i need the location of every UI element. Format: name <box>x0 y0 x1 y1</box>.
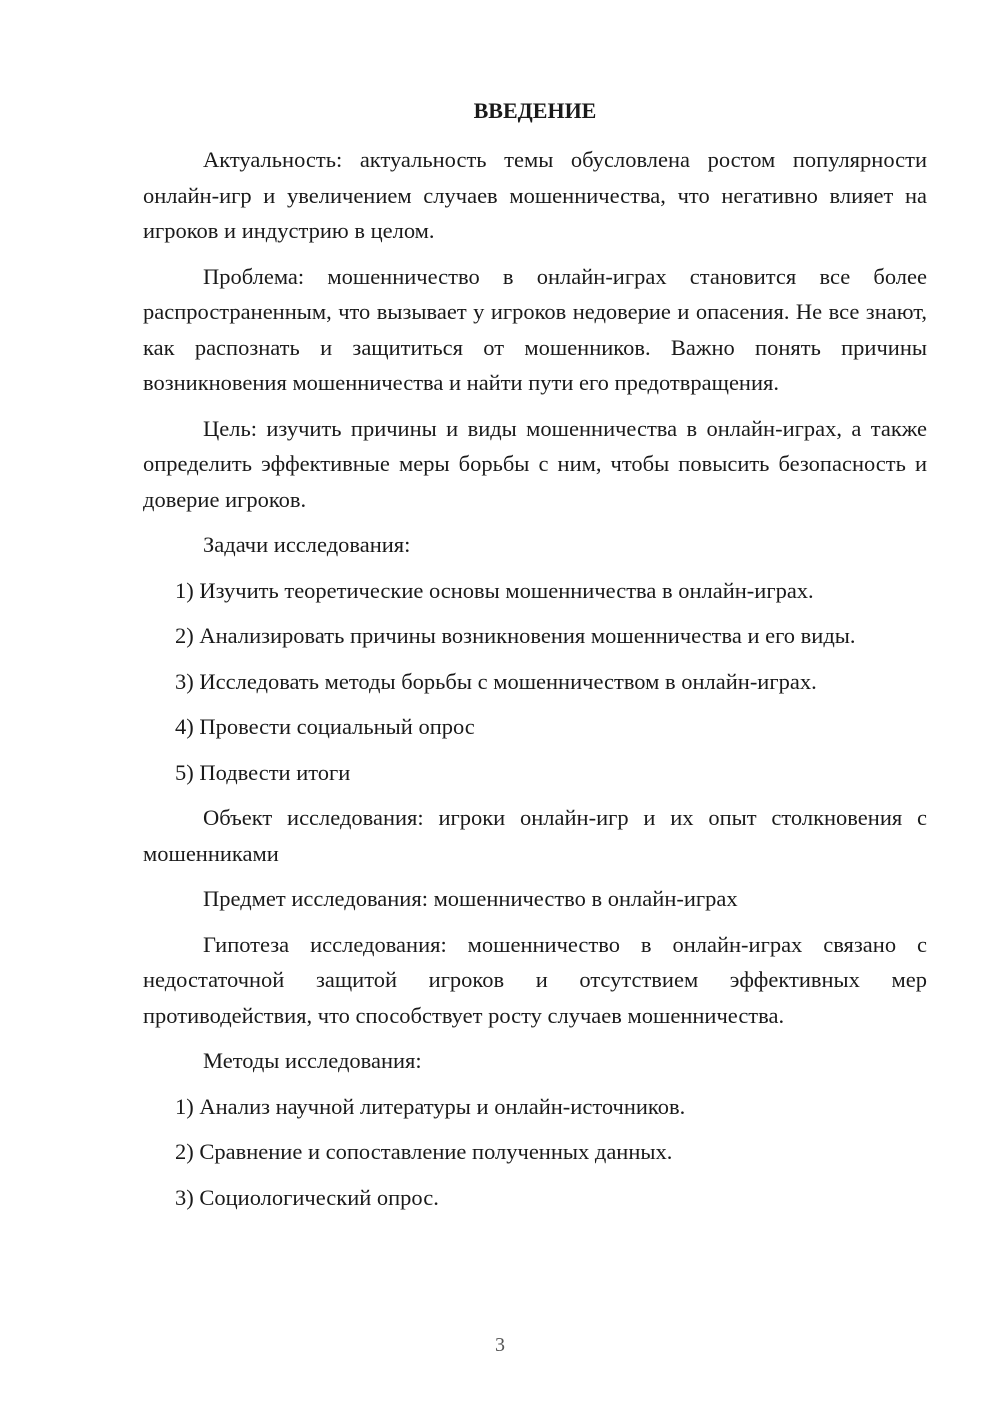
list-item: 3) Социологический опрос. <box>175 1184 439 1210</box>
paragraph-object: Объект исследования: игроки онлайн-игр и их опыт столкновения с мошенниками <box>143 805 927 866</box>
list-item: 1) Изучить теоретические основы мошенничества в онлайн-играх. <box>175 577 814 603</box>
paragraph-relevance: Актуальность: актуальность темы обусловлена ростом популярности онлайн-игр и увеличением случаев мошенничества, что негативно влияет на игроков и индустрию в целом. <box>143 147 927 243</box>
page-number: 3 <box>495 1334 505 1356</box>
tasks-title: Задачи исследования: <box>203 532 411 557</box>
list-item: 3) Исследовать методы борьбы с мошенничеством в онлайн-играх. <box>175 668 817 694</box>
list-item: 4) Провести социальный опрос <box>175 714 475 739</box>
list-item: 1) Анализ научной литературы и онлайн-источников. <box>175 1093 686 1119</box>
paragraph-hypothesis: Гипотеза исследования: мошенничество в онлайн-играх связано с недостаточной защитой игроков и отсутствием эффективных мер противодействия, что способствует росту случаев мошенничества. <box>143 931 927 1028</box>
methods-title: Методы исследования: <box>203 1048 422 1073</box>
paragraph-goal: Цель: изучить причины и виды мошенничества в онлайн-играх, а также определить эффективные меры борьбы с ним, чтобы повысить безопасность и доверие игроков. <box>143 415 927 512</box>
section-heading: ВВЕДЕНИЕ <box>473 98 597 123</box>
list-item: 2) Сравнение и сопоставление полученных данных. <box>175 1139 673 1164</box>
paragraph-subject: Предмет исследования: мошенничество в онлайн-играх <box>203 886 738 911</box>
paragraph-problem: Проблема: мошенничество в онлайн-играх становится все более распространенным, что вызывает у игроков недоверие и опасения. Не все знают, как распознать и защититься от мошенников. Важно понять причины возникновения мошенничества и найти пути его предотвращения. <box>143 263 927 395</box>
list-item: 5) Подвести итоги <box>175 759 351 785</box>
document-body <box>143 142 927 1215</box>
list-item: 2) Анализировать причины возникновения мошенничества и его виды. <box>175 623 856 648</box>
